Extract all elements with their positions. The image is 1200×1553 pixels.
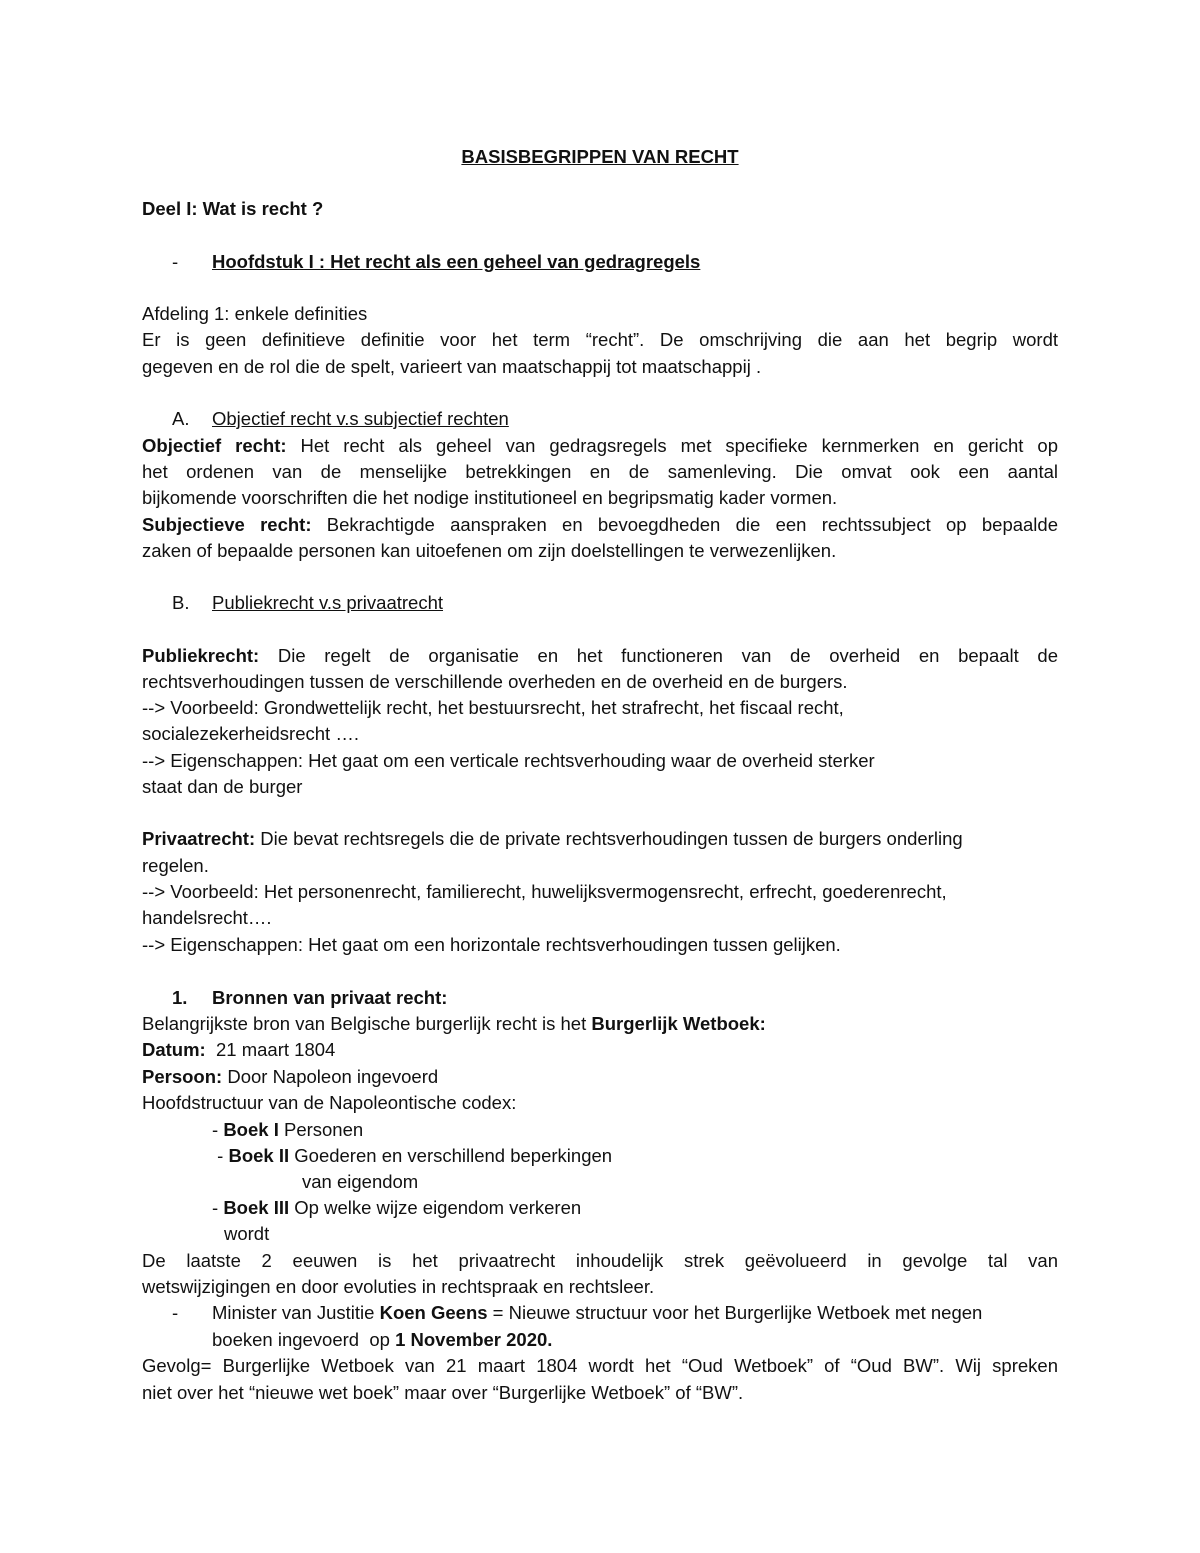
- paragraph-line: regelen.: [142, 855, 209, 876]
- term-definition: Die regelt de organisatie en het functioneren van de overheid en bepaalt de: [259, 645, 1058, 666]
- term-label: Datum:: [142, 1039, 206, 1060]
- paragraph-line: --> Voorbeeld: Grondwettelijk recht, het bestuursrecht, het strafrecht, het fiscaal recht,: [142, 697, 844, 718]
- paragraph-line: niet over het “nieuwe wet boek” maar over “Burgerlijke Wetboek” of “BW”.: [142, 1382, 744, 1403]
- paragraph-line: zaken of bepaalde personen kan uitoefenen om zijn doelstellingen te verwezenlijken.: [142, 540, 837, 561]
- paragraph-line: bijkomende voorschriften die het nodige institutioneel en begripsmatig kader vormen.: [142, 487, 838, 508]
- book-label: Boek II: [228, 1145, 290, 1166]
- book-list-continuation: wordt: [224, 1223, 270, 1244]
- list-marker: B.: [172, 592, 190, 613]
- paragraph-line: handelsrecht….: [142, 907, 272, 928]
- book-text: Personen: [278, 1119, 364, 1140]
- book-text: Op welke wijze eigendom verkeren: [289, 1197, 582, 1218]
- paragraph-line: --> Eigenschappen: Het gaat om een verticale rechtsverhouding waar de overheid sterker: [142, 750, 875, 771]
- paragraph-line: staat dan de burger: [142, 776, 303, 797]
- paragraph-line: --> Voorbeeld: Het personenrecht, familierecht, huwelijksvermogensrecht, erfrecht, goederenrecht,: [142, 881, 947, 902]
- intro-line: Er is geen definitieve definitie voor het term “recht”. De omschrijving die aan het begrip wordt: [142, 329, 1058, 350]
- minister-bullet-continuation: [212, 1327, 1128, 1353]
- section-heading: Afdeling 1: enkele definities: [142, 303, 368, 324]
- dash-bullet: -: [172, 251, 179, 272]
- list-marker: A.: [172, 408, 190, 429]
- book-label: Boek I: [223, 1119, 279, 1140]
- dash-bullet: -: [212, 1145, 229, 1166]
- term-definition: Bekrachtigde aanspraken en bevoegdheden die een rechtssubject op bepaalde: [311, 514, 1058, 535]
- paragraph-line: Gevolg= Burgerlijke Wetboek van 21 maart 1804 wordt het “Oud Wetboek” of “Oud BW”. Wij spreken: [142, 1355, 1058, 1376]
- term-label: Objectief recht:: [142, 435, 287, 456]
- bold-run: 1 November 2020: [395, 1329, 548, 1350]
- numbered-heading: [172, 985, 1088, 1011]
- text-run: = Nieuwe structuur voor het Burgerlijke Wetboek met negen: [487, 1302, 983, 1323]
- intro-line: gegeven en de rol die de spelt, varieert van maatschappij tot maatschappij .: [142, 356, 762, 377]
- paragraph-line: [142, 433, 1058, 459]
- part-heading: Deel I: Wat is recht ?: [142, 198, 324, 219]
- document-title: BASISBEGRIPPEN VAN RECHT: [461, 146, 739, 167]
- term-label: Persoon:: [142, 1066, 223, 1087]
- paragraph-line: Hoofdstructuur van de Napoleontische codex:: [142, 1092, 517, 1113]
- paragraph-line: [142, 826, 1058, 852]
- book-label: Boek III: [223, 1197, 290, 1218]
- paragraph-line: --> Eigenschappen: Het gaat om een horizontale rechtsverhoudingen tussen gelijken.: [142, 934, 841, 955]
- text-run: Belangrijkste bron van Belgische burgerlijk recht is het: [142, 1013, 592, 1034]
- term-value: 21 maart 1804: [205, 1039, 336, 1060]
- list-marker: 1.: [172, 987, 188, 1008]
- term-definition: Die bevat rechtsregels die de private rechtsverhoudingen tussen de burgers onderling: [255, 828, 963, 849]
- dash-bullet: -: [212, 1119, 224, 1140]
- paragraph-line: [142, 643, 1058, 669]
- paragraph-line: socialezekerheidsrecht ….: [142, 723, 359, 744]
- book-list-continuation: van eigendom: [302, 1171, 419, 1192]
- book-list-item: [212, 1117, 1128, 1143]
- paragraph-line: De laatste 2 eeuwen is het privaatrecht inhoudelijk strek geëvolueerd in gevolge tal van: [142, 1250, 1058, 1271]
- term-label: Privaatrecht:: [142, 828, 256, 849]
- minister-bullet: [172, 1300, 1058, 1326]
- text-run: boeken ingevoerd op: [212, 1329, 396, 1350]
- bold-run: Burgerlijk Wetboek:: [591, 1013, 766, 1034]
- term-definition: Het recht als geheel van gedragsregels met specifieke kernmerken en gericht op: [286, 435, 1058, 456]
- subsection-title: Publiekrecht v.s privaatrecht: [212, 592, 444, 613]
- paragraph-line: [142, 1064, 1058, 1090]
- paragraph-line: het ordenen van de menselijke betrekkingen en de samenleving. Die omvat ook een aantal: [142, 461, 1058, 482]
- subsection-a-heading: [172, 406, 1088, 432]
- numbered-heading-title: Bronnen van privaat recht:: [212, 987, 448, 1008]
- chapter-title: Hoofdstuk I : Het recht als een geheel van gedragregels: [212, 251, 701, 272]
- subsection-title: Objectief recht v.s subjectief rechten: [212, 408, 509, 429]
- paragraph-line: rechtsverhoudingen tussen de verschillende overheden en de overheid en de burgers.: [142, 671, 848, 692]
- paragraph-line: [142, 1011, 1058, 1037]
- text-run: .: [547, 1329, 553, 1350]
- book-list-item: [212, 1195, 1128, 1221]
- paragraph-line: wetswijzigingen en door evoluties in rechtspraak en rechtsleer.: [142, 1276, 655, 1297]
- term-value: Door Napoleon ingevoerd: [222, 1066, 439, 1087]
- term-label: Publiekrecht:: [142, 645, 260, 666]
- term-label: Subjectieve recht:: [142, 514, 312, 535]
- paragraph-line: [142, 1037, 1058, 1063]
- book-text: Goederen en verschillend beperkingen: [289, 1145, 613, 1166]
- chapter-heading: [172, 249, 1088, 275]
- bold-run: Koen Geens: [379, 1302, 488, 1323]
- text-run: Minister van Justitie: [212, 1302, 380, 1323]
- dash-bullet: -: [212, 1197, 224, 1218]
- book-list-item: [212, 1143, 1128, 1169]
- paragraph-line: [142, 512, 1058, 538]
- dash-bullet: -: [172, 1302, 179, 1323]
- subsection-b-heading: [172, 590, 1088, 616]
